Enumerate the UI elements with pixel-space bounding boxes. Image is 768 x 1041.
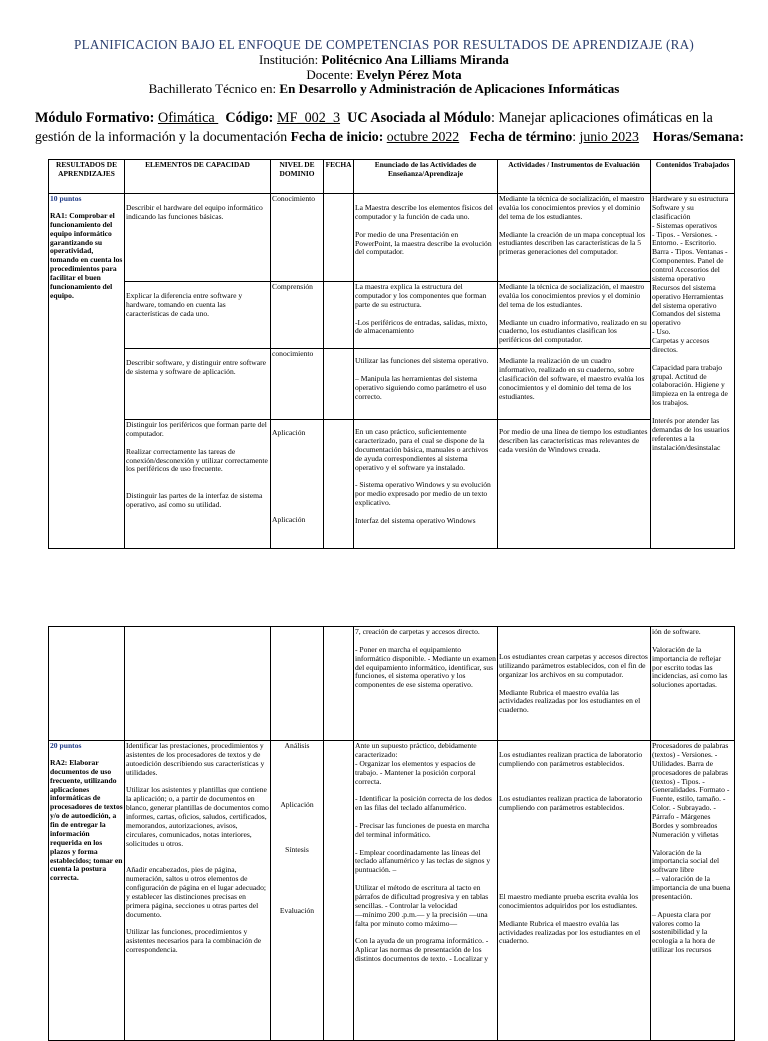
- hours-label: Horas/Semana:: [652, 129, 744, 144]
- table-row: [49, 194, 735, 282]
- date-cell: [324, 282, 354, 349]
- institution-label: Institución:: [259, 52, 322, 67]
- start-date-value: octubre 2022: [386, 129, 460, 144]
- header-learning-results: RESULTADOS DE APRENDIZAJES: [49, 160, 125, 194]
- mastery-level: Síntesis: [285, 844, 309, 854]
- bachillerato-name: En Desarrollo y Administración de Aplicaciones Informáticas: [279, 81, 620, 96]
- evaluation-text: Por medio de una línea de tiempo los estudiantes describen las características mas relevantes de cada versión de Windows creada.: [498, 420, 651, 549]
- header-capacity-elements: ELEMENTOS DE CAPACIDAD: [125, 160, 271, 194]
- uc-text: : Manejar aplicaciones ofimáticas en la: [491, 110, 713, 126]
- ra2-cell: [49, 741, 125, 1041]
- end-date-label: Fecha de término: [469, 129, 573, 144]
- capacity-element: Identificar las prestaciones, procedimientos y asistentes de los procesadores de textos y de autoedición describiendo sus características y utilidades. Utilizar los asistentes y plantillas que contiene la aplicación; o, a partir de documentos en blanco, generar plantillas de documentos como informes, cartas, oficios, saludos, certificados, memorandos, autorizaciones, avisos, circulares, comunicados, notas interiores, solicitudes u otros. Añadir encabezados, pies de página, numeración, saltos u otros elementos de configuración de página en el lugar adecuado; y establecer las distinciones precisas en primera página, secciones u otras partes del documento. Utilizar las funciones, procedimientos y asistentes necesarios para la combinación de correspondencia.: [125, 741, 271, 1041]
- planning-table: [48, 159, 735, 549]
- ra1-cell: [49, 194, 125, 549]
- header-contents: Contenidos Trabajados: [651, 160, 735, 194]
- contents-text: Procesadores de palabras (textos) - Versiones. - Utilidades. Barra de procesadores de palabras (textos) - Tipos. - Generalidades. Formato - Fuente, estilo, tamaño. - Color. - Subrayado. - Párrafo - Márgenes Bordes y sombreados Numeración y viñetas Valoración de la importancia social del software libre . – valoración de la importancia de una buena presentación. – Apuesta clara por valores como la sostenibilidad y la ecología a la hora de utilizar los recursos: [651, 741, 735, 1041]
- capacity-element: Explicar la diferencia entre software y hardware, tomando en cuenta las características de cada uno.: [125, 282, 271, 349]
- bachillerato-line: [0, 81, 768, 97]
- header-date: FECHA: [324, 160, 354, 194]
- table-header-row: [49, 160, 735, 194]
- ra1-text: RA1: Comprobar el funcionamiento del equipo informático garantizando su operatividad, tomando en cuenta los procedimientos para facilitar el buen funcionamiento del equipo.: [50, 210, 123, 300]
- contents-text: ión de software. Valoración de la importancia de reflejar por escrito todas las incidencias, así como las soluciones aportadas.: [651, 627, 735, 741]
- date-cell: [324, 741, 354, 1041]
- capacity-element: Describir software, y distinguir entre software de sistema y software de aplicación.: [125, 349, 271, 420]
- mastery-levels: [271, 741, 324, 1041]
- mastery-level: Aplicación: [272, 428, 306, 437]
- ra2-points: 20 puntos: [50, 741, 82, 750]
- table-row: [49, 627, 735, 741]
- activity-text: Utilizar las funciones del sistema operativo. – Manipula las herramientas del sistema operativo siguiendo como parámetro el uso correcto.: [354, 349, 498, 420]
- evaluation-text: Los estudiantes crean carpetas y accesos directos utilizando parámetros establecidos, con el fin de organizar los archivos en su computador. Mediante Rubrica el maestro evalúa las actividades realizadas por los estudiantes en el cuaderno.: [498, 627, 651, 741]
- uc-text-continued: gestión de la información y la documentación: [35, 129, 288, 144]
- ra1-contents: Hardware y su estructura Software y su clasificación - Sistemas operativos - Tipos. - Versiones. - Entorno. - Escritorio. Barra - Tipos. Ventanas - Componentes. Panel de control Accesorios del sistema operativo Recursos del sistema operativo Herramientas del sistema operativo Comandos del sistema operativo - Uso. Carpetas y accesos directos. Capacidad para trabajo grupal. Actitud de colaboración. Higiene y limpieza en la entrega de los trabajos. Interés por atender las demandas de los usuarios referentes a la instalación/desinstalac: [651, 194, 735, 549]
- mastery-level: Comprensión: [271, 282, 324, 349]
- empty-cell: [271, 627, 324, 741]
- evaluation-text: Mediante la realización de un cuadro informativo, realizado en su cuaderno, sobre clasificación del software, el maestro evalúa los conocimientos y el dominio del tema de los estudiantes.: [498, 349, 651, 420]
- bachillerato-label: Bachillerato Técnico en:: [148, 81, 280, 96]
- start-date-label: Fecha de inicio:: [290, 129, 384, 144]
- table-row: [49, 741, 735, 1041]
- module-label: Módulo Formativo:: [35, 110, 155, 126]
- activity-text: La maestra explica la estructura del computador y los componentes que forman parte de su estructura. -Los periféricos de entradas, salidas, mixto, de almacenamiento: [354, 282, 498, 349]
- header-mastery-level: NIVEL DE DOMINIO: [271, 160, 324, 194]
- mastery-level: [271, 420, 324, 549]
- end-date-value: junio 2023: [579, 129, 639, 144]
- date-cell: [324, 627, 354, 741]
- institution-name: Politécnico Ana Lilliams Miranda: [321, 52, 509, 67]
- mastery-level: Evaluación: [279, 905, 315, 915]
- date-cell: [324, 349, 354, 420]
- capacity-element: Describir el hardware del equipo informático indicando las funciones básicas.: [125, 194, 271, 282]
- empty-cell: [49, 627, 125, 741]
- date-cell: [324, 420, 354, 549]
- document-title: PLANIFICACION BAJO EL ENFOQUE DE COMPETENCIAS POR RESULTADOS DE APRENDIZAJE (RA): [74, 37, 694, 52]
- planning-table-continued: [48, 626, 735, 1041]
- dates-line: gestión de la información y la documentación Fecha de inicio: octubre 2022 Fecha de término: junio 2023 Horas/Semana:: [35, 129, 744, 144]
- evaluation-text: Mediante la técnica de socialización, el maestro evalúa los conocimientos previos y el dominio del tema de los estudiantes. Mediante la creación de un mapa conceptual los estudiantes describen las características de la 5 primeras generaciones del computador.: [498, 194, 651, 282]
- header-evaluation: Actividades / Instrumentos de Evaluación: [498, 160, 651, 194]
- empty-cell: [125, 627, 271, 741]
- activity-text: 7, creación de carpetas y accesos directo. - Poner en marcha el equipamiento informático disponible. - Mediante un examen del equipamiento informático, identificar, sus funciones, el sistema operativo y los componentes de ese sistema operativo.: [354, 627, 498, 741]
- mastery-level: Análisis: [284, 741, 310, 750]
- table-row: [49, 349, 735, 420]
- evaluation-text: Los estudiantes realizan practica de laboratorio cumpliendo con parámetros establecidos. Los estudiantes realizan practica de laboratorio cumpliendo con parámetros establecidos. El maestro mediante prueba escrita evalúa los conocimientos adquiridos por los estudiantes. Mediante Rubrica el maestro evalúa las actividades realizadas por los estudiantes en el cuaderno.: [498, 741, 651, 1041]
- teacher-label: Docente:: [306, 67, 357, 82]
- ra1-points: 10 puntos: [50, 194, 82, 203]
- date-cell: [324, 194, 354, 282]
- code-value: MF_002_3: [276, 110, 341, 126]
- evaluation-text: Mediante la técnica de socialización, el maestro evalúa los conocimientos previos y el dominio del tema de los estudiantes. Mediante un cuadro informativo, realizado en su cuaderno, los estudiantes clasifican los periféricos del computador.: [498, 282, 651, 349]
- activity-text: La Maestra describe los elementos físicos del computador y la función de cada uno. Por medio de una Presentación en PowerPoint, la maestra describe la evolución del computador.: [354, 194, 498, 282]
- activity-text: En un caso práctico, suficientemente caracterizado, para el cual se dispone de la documentación básica, manuales o archivos de ayuda correspondientes al sistema operativo y el software ya instalado. - Sistema operativo Windows y su evolución por medio expresado por medio de un texto explicativo. Interfaz del sistema operativo Windows: [354, 420, 498, 549]
- capacity-element: Distinguir los periféricos que forman parte del computador. Realizar correctamente las tareas de conexión/desconexión y utilizar correctamente los periféricos de uso frecuente. Distinguir las partes de la interfaz de sistema operativo, así como su utilidad.: [125, 420, 271, 549]
- module-info-line: [35, 110, 713, 127]
- uc-label: UC Asociada al Módulo: [347, 110, 492, 126]
- mastery-level: Aplicación: [280, 799, 314, 809]
- institution-line: [0, 52, 768, 68]
- activity-text: Ante un supuesto práctico, debidamente caracterizado: - Organizar los elementos y espacios de trabajo. - Mantener la posición corporal correcta. - Identificar la posición correcta de los dedos en las filas del teclado alfanumérico. - Precisar las funciones de puesta en marcha del terminal informático. - Emplear coordinadamente las líneas del teclado alfanumérico y las teclas de signos y puntuación. – Utilizar el método de escritura al tacto en párrafos de dificultad progresiva y en tablas sencillas. - Controlar la velocidad —mínimo 200 .p.m.— y la precisión —una falta por minuto como máximo— Con la ayuda de un programa informático. - Aplicar las normas de presentación de los distintos documentos de texto. - Localizar y: [354, 741, 498, 1041]
- module-value: Ofimática: [157, 110, 219, 126]
- table-row: [49, 420, 735, 549]
- teacher-name: Evelyn Pérez Mota: [356, 67, 462, 82]
- ra2-text: RA2: Elaborar documentos de uso frecuente, utilizando aplicaciones informáticas de procesadores de textos y/o de autoedición, a fin de entregar la información requerida en los plazos y forma establecidos; tomar en cuenta la postura correcta.: [50, 757, 123, 883]
- mastery-level: Aplicación: [272, 514, 306, 524]
- mastery-level: conocimiento: [271, 349, 324, 420]
- table-row: [49, 282, 735, 349]
- header-activities: Enunciado de las Actividades de Enseñanza/Aprendizaje: [354, 160, 498, 194]
- mastery-level: Conocimiento: [271, 194, 324, 282]
- code-label: Código:: [225, 110, 274, 126]
